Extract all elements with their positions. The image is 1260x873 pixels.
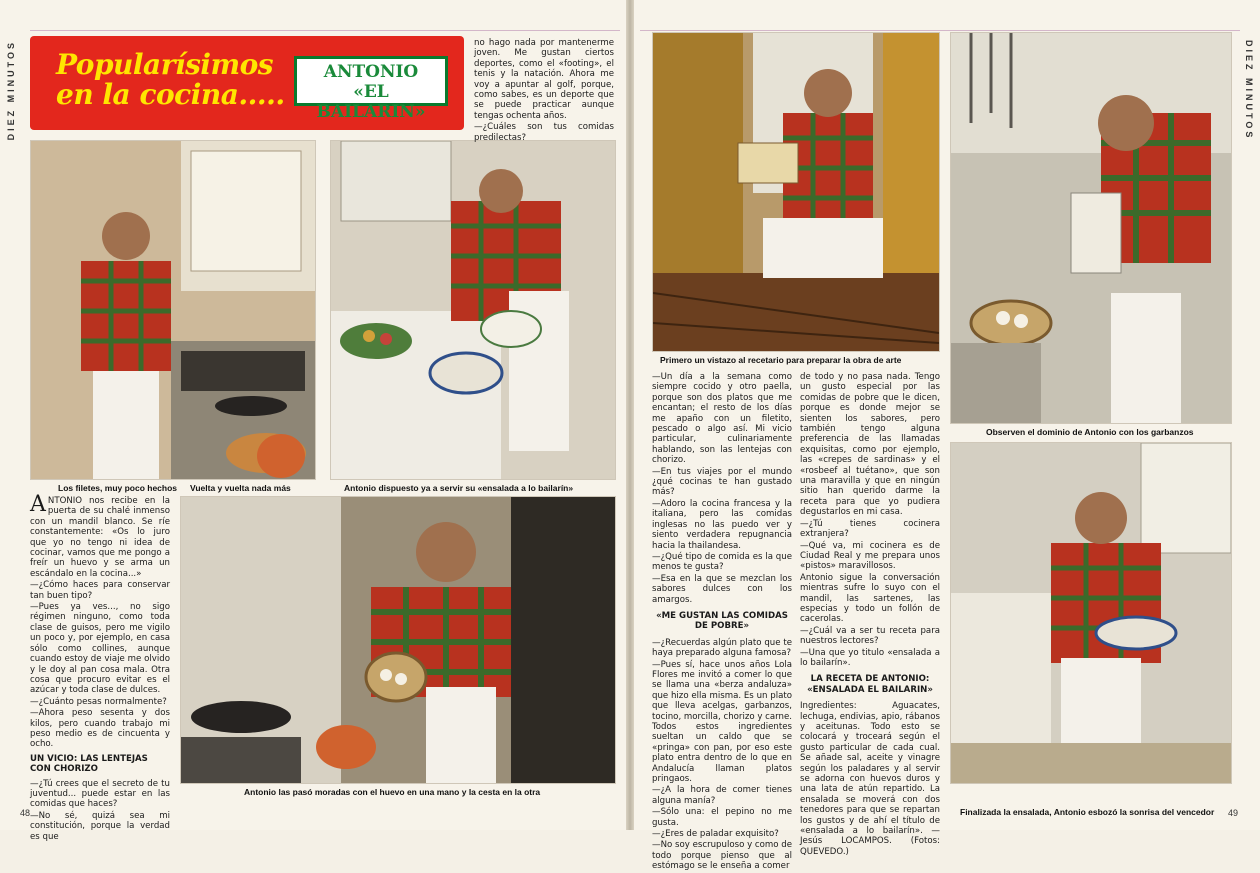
caption-photo-3: Antonio las pasó moradas con el huevo en una mano y la cesta en la otra bbox=[244, 787, 541, 797]
paragraph: no hago nada por mantenerme joven. Me gustan ciertos deportes, como el «footing», el tenis y la natación. Ahora me voy a apuntar al golf, porque, como sabes, es un deporte que se puede practicar aunque tengas ochenta años. bbox=[474, 38, 614, 121]
page-number-left: 48 bbox=[20, 808, 31, 818]
caption-photo-4: Primero un vistazo al recetario para preparar la obra de arte bbox=[660, 355, 902, 365]
paragraph: —Un día a la semana como siempre cocido y otro paella, porque son dos platos que me encantan; el resto de los días me apaño con un filetito, pescado o algo así. Mi vicio particular, culinariamente hablando, son las lentejas con chorizo. bbox=[652, 372, 792, 466]
photo-frying-steaks bbox=[30, 140, 316, 480]
paragraph: —¿Cómo haces para conservar tan buen tipo? bbox=[30, 580, 170, 601]
paragraph: —¿Eres de paladar exquisito? bbox=[652, 829, 779, 840]
caption-photo-5: Observen el dominio de Antonio con los garbanzos bbox=[986, 427, 1194, 437]
paragraph: —No sé, quizá sea mi constitución, porque la verdad es que bbox=[30, 810, 170, 842]
subject-name-line-1: ANTONIO bbox=[323, 62, 419, 82]
magazine-name-right: DIEZ MINUTOS bbox=[1244, 40, 1254, 141]
top-rule-right bbox=[640, 30, 1240, 31]
paragraph: —¿Tú tienes cocinera extranjera? bbox=[800, 518, 940, 540]
caption-photo-1: Los filetes, muy poco hechos bbox=[58, 483, 178, 493]
paragraph: —¿Recuerdas algún plato que te haya preparado alguna famosa? bbox=[652, 637, 792, 659]
spine-gutter bbox=[626, 0, 634, 830]
paragraph: —Pues sí, hace unos años Lola Flores me invitó a comer lo que se llama una «berza andaluza» que hizo ella misma. Es un plato que lleva acelgas, garbanzos, tocino, morcilla, chorizo y carne. Todos estos ingredientes sueltan un caldo que se «pringa» con pan, por eso este plato entra dentro de lo que en Andalucía llaman platos pringaos. bbox=[652, 659, 793, 785]
paragraph: de todo y no pasa nada. Tengo un gusto especial por las comidas de pobre que le dicen, porque es donde mejor se sienten los sabores, pero también tengo alguna preferencia de las llamadas exquisitas, como por ejemplo, las «crepes de sardinas» y el «rosbeef al tuétano», que son una maravilla y que en ningún sitio han querido darme la receta para que yo pudiera degustarlos en mi casa. bbox=[800, 372, 940, 518]
article-column-d bbox=[800, 372, 940, 858]
subject-name-box bbox=[294, 56, 448, 122]
title-line-1: Popularísimos bbox=[56, 48, 274, 81]
section-heading: LA RECETA DE ANTONIO: «ENSALADA EL BAILARIN» bbox=[807, 674, 933, 695]
title-line-2: en la cocina..... bbox=[56, 78, 285, 111]
paragraph: —En tus viajes por el mundo ¿qué cocinas te han gustado más? bbox=[652, 466, 792, 498]
paragraph: —¿Cuánto pesas normalmente? bbox=[30, 696, 167, 707]
photo-chickpea-jar bbox=[950, 32, 1232, 424]
paragraph: —No soy escrupuloso y como de todo porque pienso que al estómago se le enseña a comer bbox=[652, 840, 792, 872]
paragraph: —Esa en la que se mezclan los sabores dulces con los amargos. bbox=[652, 573, 792, 605]
article-column-a bbox=[474, 38, 614, 144]
page-title bbox=[56, 50, 296, 110]
photo-egg-and-basket bbox=[180, 496, 616, 784]
paragraph: —Pues ya ves..., no sigo régimen ninguno, como toda clase de guisos, pero me vigilo un poco y, por ejemplo, en casa sólo como collines, aunque cuando estoy de viaje me olvido y le doy al pan cosa mala. Otra cosa que procuro evitar es el azúcar y toda clase de dulces. bbox=[30, 602, 170, 696]
paragraph: Ingredientes: Aguacates, lechuga, endivias, apio, rábanos y aceitunas. Todo esto se colocará y troceará según el gusto particular de cada cual. Se añade sal, aceite y vinagre según los paladares y al servir se adorna con huevos duros y una lata de atún repartido. La ensalada se moverá con dos tenedores para que se repartan los gustos y de ahí el título de «ensalada a lo bailarín». — Jesús LOCAMPOS. (Fotos: QUEVEDO.) bbox=[800, 701, 940, 857]
photo-finished-salad bbox=[950, 442, 1232, 784]
photo-reading-cookbook bbox=[652, 32, 940, 352]
page-number-right: 49 bbox=[1228, 808, 1239, 818]
paragraph: —¿Cuáles son tus comidas predilectas? bbox=[474, 122, 614, 143]
caption-photo-6: Finalizada la ensalada, Antonio esbozó la sonrisa del vencedor bbox=[960, 807, 1215, 817]
paragraph: —Ahora peso sesenta y dos kilos, pero cuando trabajo mi peso medio es de cincuenta y ocho. bbox=[30, 708, 170, 750]
paragraph: Antonio sigue la conversación mientras sufre lo suyo con el mandil, las sartenes, las especias y todo un follón de cacerolas. bbox=[800, 572, 940, 625]
top-rule-left bbox=[30, 30, 620, 31]
article-column-b bbox=[30, 492, 170, 843]
paragraph: —¿Tú crees que el secreto de tu juventud... puede estar en las comidas que haces? bbox=[30, 778, 170, 810]
caption-photo-1b: Vuelta y vuelta nada más bbox=[190, 483, 291, 493]
photo-serving-salad bbox=[330, 140, 616, 480]
paragraph: —¿A la hora de comer tienes alguna manía? bbox=[652, 785, 792, 806]
caption-photo-2: Antonio dispuesto ya a servir su «ensalada a lo bailarín» bbox=[344, 483, 574, 493]
section-heading: UN VICIO: LAS LENTEJAS CON CHORIZO bbox=[30, 753, 148, 775]
section-heading: «ME GUSTAN LAS COMIDAS DE POBRE» bbox=[656, 610, 788, 632]
paragraph: —¿Cuál va a ser tu receta para nuestros lectores? bbox=[800, 625, 940, 647]
article-column-c bbox=[652, 372, 792, 873]
magazine-name-left: DIEZ MINUTOS bbox=[6, 40, 16, 141]
subject-name-line-2: «EL BAILARIN» bbox=[316, 82, 426, 122]
paragraph: —Qué va, mi cocinera es de Ciudad Real y me prepara unos «pistos» maravillosos. bbox=[800, 540, 940, 572]
paragraph: —Una que yo titulo «ensalada a lo bailarín». bbox=[800, 647, 940, 668]
paragraph: —Adoro la cocina francesa y la italiana, pero las comidas inglesas no las puedo ver y siento verdadera repugnancia hacia la thailandesa. bbox=[652, 498, 792, 551]
paragraph: —¿Qué tipo de comida es la que menos te gusta? bbox=[652, 551, 792, 573]
paragraph: ANTONIO nos recibe en la puerta de su chalé inmenso con un mandil blanco. Se ríe constantemente: «Os lo juro que yo no tengo ni idea de cocinar, vamos que me pongo a freír un huevo y se arma un escándalo en la cocina...» bbox=[30, 492, 170, 579]
paragraph: —Sólo una: el pepino no me gusta. bbox=[652, 807, 792, 828]
